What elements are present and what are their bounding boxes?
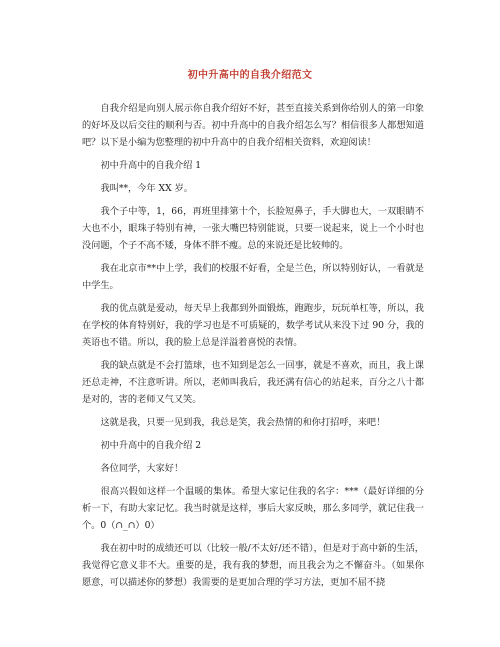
paragraph: 很高兴假如这样一个温暖的集体。希望大家记住我的名字：***（最好详细的分析一下，有助大家记忆。我当时就是这样，事后大家反映，那么多同学，就记住我一个。0（∩_∩）0）: [82, 486, 424, 531]
paragraph: 我在初中时的成绩还可以（比较一般/不太好/还不错），但是对于高中新的生活，我觉得它意义非不大。重要的是，我有我的梦想，而且我会为之不懈奋斗。（如果你愿意，可以描述你的梦想）我需要的是更加合理的学习方法，更加不屈不挠: [82, 543, 424, 588]
paragraph: 我个子中等，1，66，再班里排第十个，长脸短鼻子，手大脚也大，一双眼睛不大也不小，眼珠子特别有神，一张大嘴巴特别能说，只要一说起来，说上一个小时也没问题，个子不高不矮，身体不胖不瘦。总的来说还是比较帅的。: [82, 206, 424, 251]
section-heading-1: 初中升高中的自我介绍 1: [100, 159, 202, 171]
paragraph-intro: 自我介绍是向别人展示你自我介绍好不好，甚至直接关系到你给别人的第一印象的好坏及以后交往的顺利与否。初中升高中的自我介绍怎么写？相信很多人都想知道吧？以下是小编为您整理的初中升高中的自我介绍相关资料，欢迎阅读！: [82, 103, 424, 148]
section-heading-2: 初中升高中的自我介绍 2: [100, 439, 202, 451]
paragraph: 我叫**，今年 XX 岁。: [100, 183, 193, 194]
paragraph: 各位同学，大家好！: [100, 463, 184, 474]
paragraph: 我的缺点就是不会打篮球，也不知到是怎么一回事，就是不喜欢，而且，我上课还总走神，不注意听讲。所以，老师叫我后，我还满有信心的站起来，百分之八十都是对的，害的老师又气又笑。: [82, 359, 424, 405]
paragraph: 我的优点就是爱动，每天早上我都到外面锻炼，跑跑步，玩玩单杠等，所以，我在学校的体育特别好，我的学习也是不可质疑的，数学考试从来没下过 90 分，我的英语也不错。所以，我的脸上总是洋溢着喜悦的表情。: [82, 303, 424, 348]
paragraph: 这就是我，只要一见到我，我总是笑，我会热情的和你打招呼，来吧！: [100, 416, 386, 428]
document-title: 初中升高中的自我介绍范文: [187, 70, 313, 81]
paragraph: 我在北京市**中上学，我们的校服不好看，全是兰色，所以特别好认，一看就是中学生。: [82, 263, 424, 291]
document-body: [82, 101, 424, 598]
